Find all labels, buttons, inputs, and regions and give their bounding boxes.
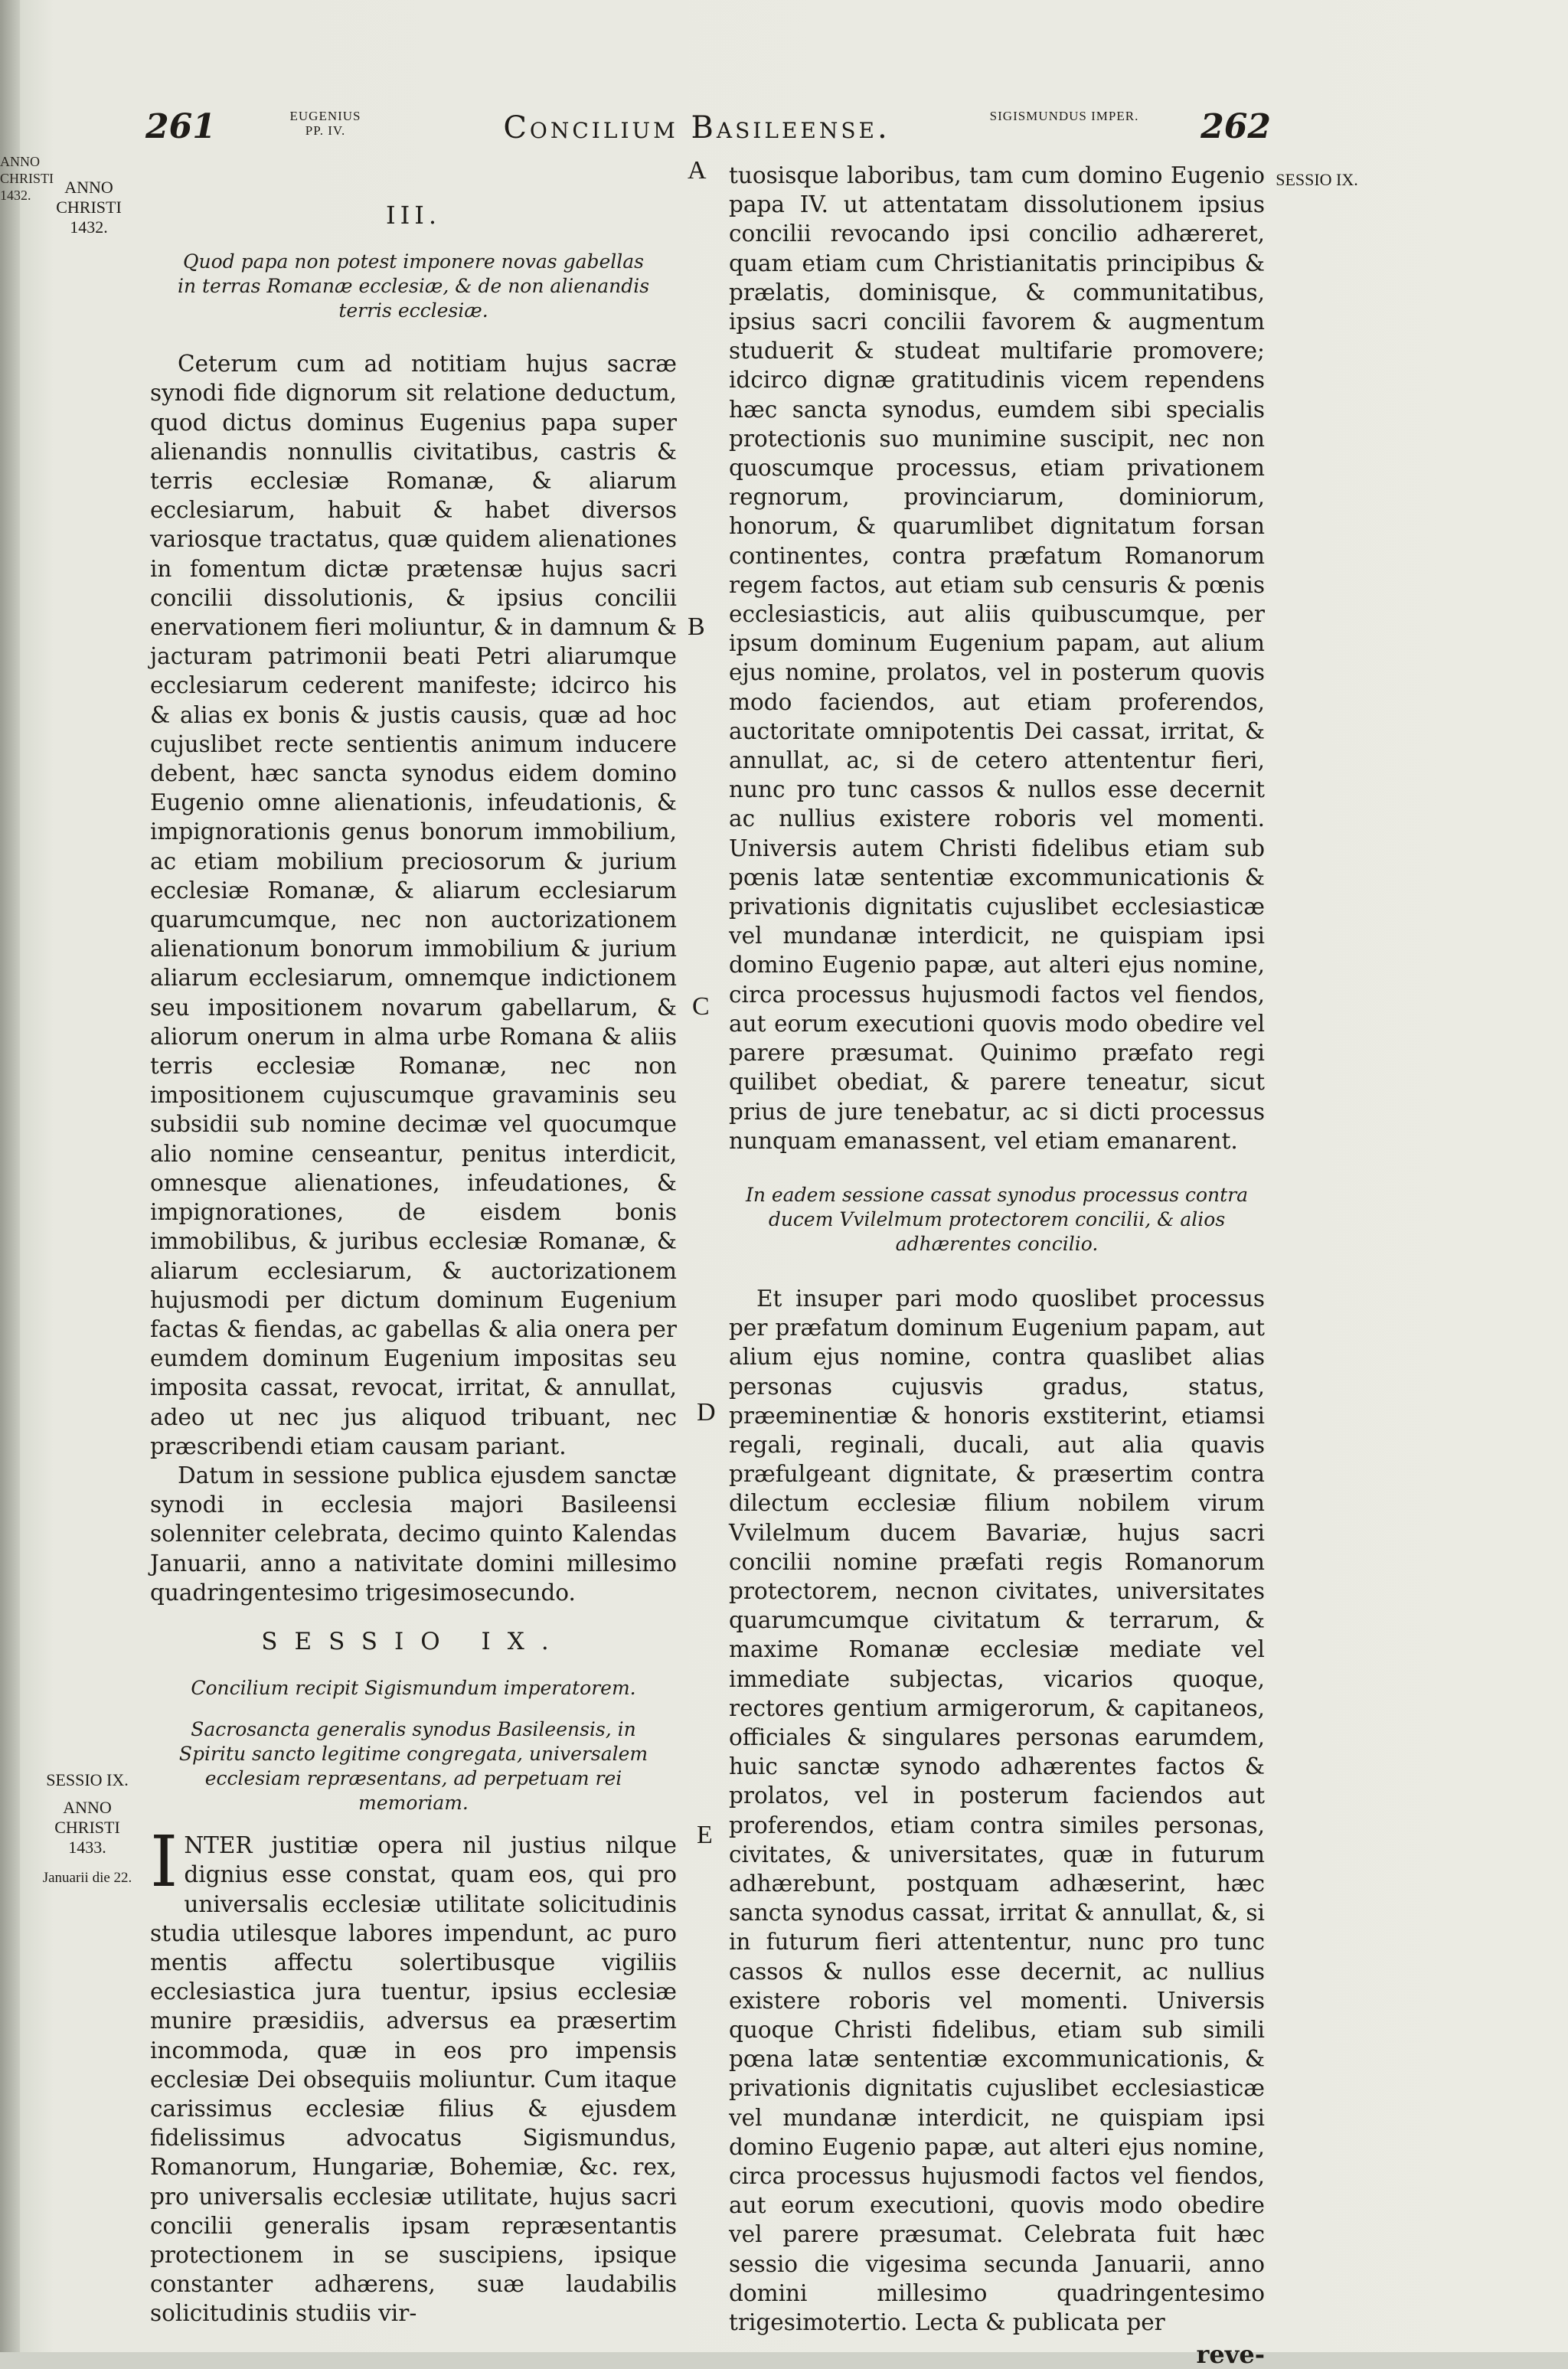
section-rubric: In eadem sessione cassat synodus processus contra ducem Vvilelmum protectorem concilii, & alios adhærentes concilio. <box>745 1183 1249 1255</box>
header-left-label: EUGENIUS PP. IV. <box>289 109 361 138</box>
page-title: Concilium Basileense. <box>503 110 890 145</box>
right-column <box>729 161 1265 2369</box>
section-number: III. <box>385 201 442 230</box>
margin-date: Januarii die 22. <box>42 1870 132 1886</box>
left-column <box>150 201 677 2328</box>
margin-letter-e: E <box>697 1821 713 1849</box>
paragraph-text: NTER justitiæ opera nil justius nilque dignius esse constat, quam eos, qui pro universalis ecclesiæ utilitate solicitudinis studia utilesque labores impendunt, ac puro mentis affectu solertibusque vigiliis ecclesiastica jura tuentur, ipsius ecclesiæ munire præsidiis, adversus ea præsertim incommoda, quæ in eos pro impensis ecclesiæ Dei obsequiis moliuntur. Cum itaque carissimus ecclesiæ filius & ejusdem fidelissimus advocatus Sigismundus, Romanorum, Hungariæ, Bohemiæ, &c. rex, pro universalis ecclesiæ utilitate, hujus sacri concilii generalis ipsam repræsentantis protectionem in se suscipiens, ipsique constanter adhærens, suæ laudabilis solicitudinis studiis vir- <box>150 1832 677 2327</box>
margin-letter-c: C <box>692 992 710 1021</box>
section-rubric: Quod papa non potest imponere novas gabellas in terras Romanæ ecclesiæ, & de non alienandis terris ecclesiæ. <box>177 250 650 322</box>
edge-margin-note: ANNO CHRISTI 1432. <box>0 154 54 203</box>
running-head <box>145 107 1271 161</box>
margin-anno-top: ANNO CHRISTI 1432. <box>56 178 122 237</box>
header-right-label: SIGISMUNDUS IMPER. <box>989 109 1139 123</box>
paragraph: Datum in sessione publica ejusdem sanctæ synodi in ecclesia majori Basileensi solenniter celebrata, decimo quinto Kalendas Januarii, anno a nativitate domini millesimo quadringentesimo trigesimosecundo. <box>150 1462 677 1606</box>
margin-sessio-left <box>41 1770 133 1888</box>
session-rubric: Concilium recipit Sigismundum imperatorem. <box>191 1677 636 1700</box>
paragraph: tuosisque laboribus, tam cum domino Eugenio papa IV. ut attentatam dissolutionem ipsius concilii revocando ipsi concilio adhæreret, quam etiam cum Christianitatis principibus & prælatis, dominisque, & communitatibus, ipsius sacri concilii favorem & augmentum studuerit & studeat multifarie promovere; idcirco dignæ gratitudinis vicem rependens hæc sancta synodus, eumdem sibi specialis protectionis suo munimine suscipit, nec non quoscumque processus, etiam privationem regnorum, provinciarum, dominiorum, honorum, & quarumlibet dignitatum forsan continentes, contra præfatum Romanorum regem factos, aut etiam sub censuris & pœnis ecclesiasticis, aut aliis quibuscumque, per ipsum dominum Eugenium papam, aut alium ejus nomine, prolatos, vel in posterum quovis modo faciendos, aut etiam proferendos, auctoritate omnipotentis Dei cassat, irritat, & annullat, ac, si de cetero attententur fieri, nunc pro tunc cassos & nullos esse decernit ac nullius existere roboris vel momenti. Universis autem Christi fidelibus etiam sub pœnis latæ sententiæ excommunicationis & privationis dignitatis cujuslibet ecclesiasticæ vel mundanæ interdicit, ne quispiam ipsi domino Eugenio papæ, aut alteri ejus nomine, circa processus hujusmodi factos vel fiendos, aut eorum executioni quovis modo obedire vel parere præsumat. Quinimo præfato regi quilibet obediat, & parere teneatur, sicut prius de jure tenebatur, ac si dicti processus nunquam emanassent, vel etiam emanarent. <box>729 162 1265 1154</box>
margin-sessio-right: SESSIO IX. <box>1276 170 1358 189</box>
paragraph <box>150 1821 677 2328</box>
margin-letter-b: B <box>688 613 705 641</box>
paragraph: Et insuper pari modo quoslibet processus per præfatum dominum Eugenium papam, aut alium ejus nomine, contra quaslibet alias personas cujusvis gradus, status, præeminentiæ & honoris exstiterint, etiamsi regali, reginali, ducali, aut alia quavis præfulgeant dignitate, & præsertim contra dilectum ecclesiæ filium nobilem virum Vvilelmum ducem Bavariæ, hujus sacri concilii nomine præfati regis Romanorum protectorem, necnon civitates, universitates quarumcumque civitatum & terrarum, & maxime Romanæ ecclesiæ mediate vel immediate subjectas, vicarios quoque, rectores gentium armigerorum, & capitaneos, officiales & singulares personas earumdem, huic sanctæ synodo adhærentes factos & prolatos, vel in posterum faciendos aut proferendos, etiam contra similes personas, civitates, & universitates, quæ in futurum adhærebunt, postquam adhæserint, hæc sancta synodus cassat, irritat & annullat, &, si in futurum fieri attententur, nunc pro tunc cassos & nullos esse decernit, ac nullius existere roboris vel momenti. Universis quoque Christi fidelibus, etiam sub simili pœna latæ sententiæ excommunicationis, & privationis dignitatis cujuslibet ecclesiasticæ vel mundanæ interdicit, ne quispiam ipsi domino Eugenio papæ, aut alteri ejus nomine, circa processus hujusmodi factos vel fiendos, aut eorum executioni, quovis modo obedire vel parere præsumat. Celebrata fuit hæc sessio die vigesima secunda Januarii, anno domini millesimo quadringentesimo trigesimotertio. Lecta & publicata per <box>729 1285 1265 2336</box>
margin-letter-d: D <box>697 1398 716 1426</box>
margin-anno-bottom: ANNO CHRISTI 1433. <box>54 1798 120 1857</box>
margin-sessio-label: SESSIO IX. <box>46 1770 129 1789</box>
margin-letter-a: A <box>688 156 707 185</box>
session-heading: SESSIO IX. <box>261 1627 566 1655</box>
book-spine <box>0 0 20 2352</box>
catchword: reve- <box>1196 2340 1265 2369</box>
drop-cap: I <box>150 1821 178 1903</box>
page-number-left: 261 <box>145 107 216 146</box>
decree-preamble: Sacrosancta generalis synodus Basileensis, in Spiritu sancto legitime congregata, universalem ecclesiam repræsentans, ad perpetuam rei memoriam. <box>178 1718 648 1815</box>
page-number-right: 262 <box>1200 107 1271 146</box>
paragraph: Ceterum cum ad notitiam hujus sacræ synodi fide dignorum sit relatione deductum, quod dictus dominus Eugenius papa super alienandis nonnullis civitatibus, castris & terris ecclesiæ Romanæ, & aliarum ecclesiarum, habuit & habet diversos variosque tractatus, quæ quidem alienationes in fomentum dictæ prætensæ hujus sacri concilii dissolutionis, & ipsius concilii enervationem fieri moliuntur, & in damnum & jacturam patrimonii beati Petri aliarumque ecclesiarum cederent manifeste; idcirco his & alias ex bonis & justis causis, quæ ad hoc cujuslibet recte sentientis animum inducere debent, hæc sancta synodus eidem domino Eugenio omne alienationis, infeudationis, & impignorationis genus bonorum immobilium, ac etiam mobilium preciosorum & jurium ecclesiæ Romanæ, & aliarum ecclesiarum quarumcumque, nec non auctorizationem alienationum bonorum immobilium & jurium aliarum ecclesiarum, omnemque indictionem seu impositionem novarum gabellarum, & aliorum onerum in alma urbe Romana & aliis terris ecclesiæ Romanæ, nec non impositionem cujuscumque gravaminis seu subsidii sub nomine decimæ vel quocumque alio nomine censeantur, penitus interdicit, omnesque alienationes, infeudationes, & impignorationes, de eisdem bonis immobilibus, & juribus ecclesiæ Romanæ, & aliarum ecclesiarum, & auctorizationem hujusmodi per dictum dominum Eugenium factas & fiendas, ac gabellas & alia onera per eumdem dominum Eugenium impositas seu imposita cassat, revocat, irritat, & annullat, adeo ut nec jus aliquod tribuant, nec præscribendi etiam causam pariant. <box>150 351 677 1459</box>
